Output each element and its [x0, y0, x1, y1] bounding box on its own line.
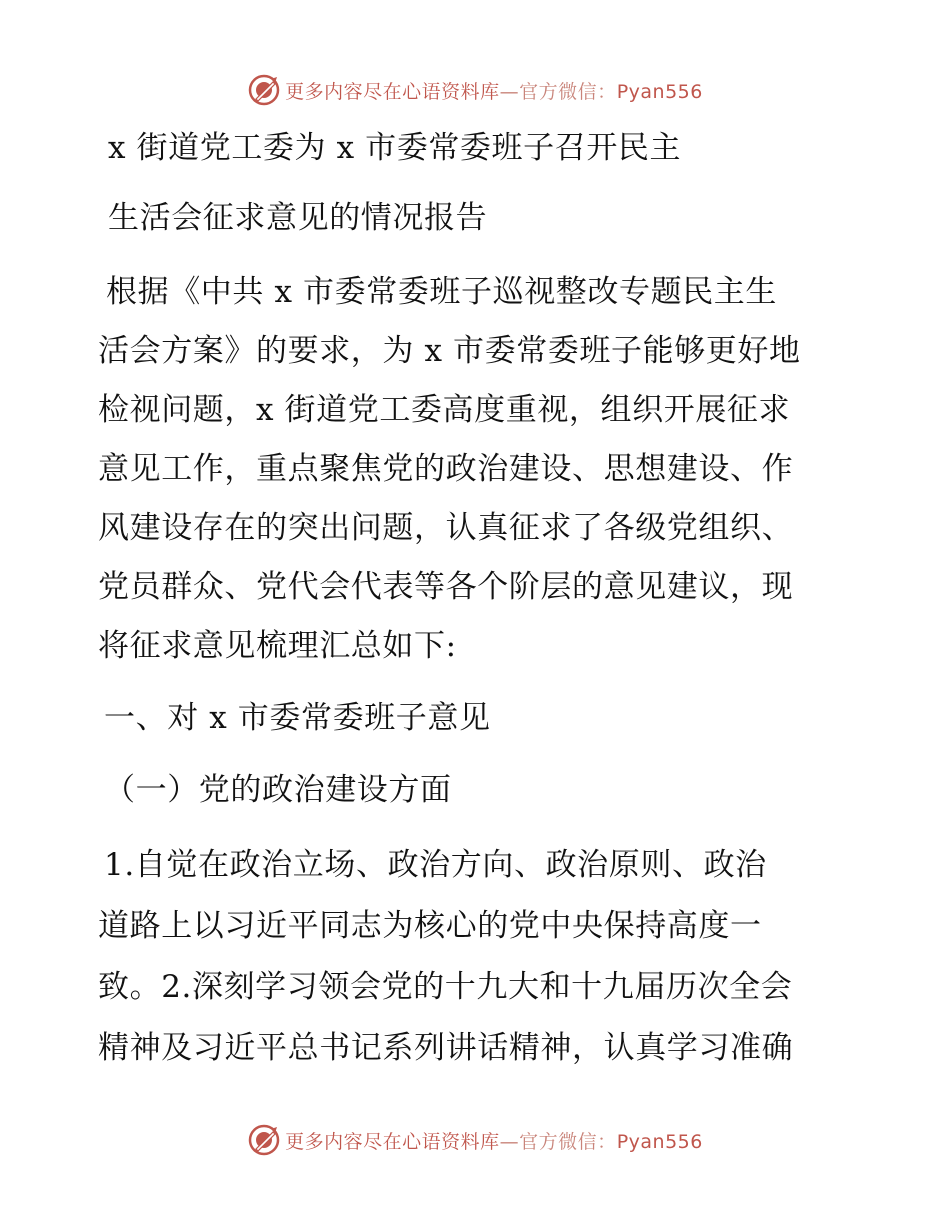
- paragraph-line: 根据《中共 x 市委常委班子巡视整改专题民主生: [106, 274, 777, 310]
- paragraph-line: 1.自觉在政治立场、政治方向、政治原则、政治: [104, 847, 767, 883]
- paragraph-line: 风建设存在的突出问题，认真征求了各级党组织、: [98, 510, 794, 546]
- header-watermark: [0, 72, 950, 108]
- paragraph-line: 将征求意见梳理汇总如下:: [98, 628, 457, 664]
- document-title-line-1: x 街道党工委为 x 市委常委班子召开民主: [108, 130, 682, 166]
- logo-icon: [247, 1123, 281, 1157]
- watermark-text: 更多内容尽在心语资料库—官方微信：Pyan556: [285, 80, 703, 103]
- section-heading: 一、对 x 市委常委班子意见: [104, 700, 491, 736]
- footer-watermark: [0, 1122, 950, 1158]
- paragraph-line: 精神及习近平总书记系列讲话精神，认真学习准确: [98, 1030, 794, 1066]
- subsection-heading: （一）党的政治建设方面: [104, 772, 452, 808]
- watermark-text: 更多内容尽在心语资料库—官方微信：Pyan556: [285, 1130, 703, 1153]
- paragraph-line: 党员群众、党代会代表等各个阶层的意见建议，现: [98, 569, 794, 605]
- paragraph-line: 意见工作，重点聚焦党的政治建设、思想建设、作: [98, 451, 794, 487]
- paragraph-line: 检视问题，x 街道党工委高度重视，组织开展征求: [98, 392, 791, 428]
- paragraph-line: 道路上以习近平同志为核心的党中央保持高度一: [98, 908, 762, 944]
- document-title-line-2: 生活会征求意见的情况报告: [108, 200, 488, 236]
- paragraph-line: 活会方案》的要求，为 x 市委常委班子能够更好地: [98, 333, 801, 369]
- paragraph-line: 致。2.深刻学习领会党的十九大和十九届历次全会: [98, 969, 793, 1005]
- logo-icon: [247, 73, 281, 107]
